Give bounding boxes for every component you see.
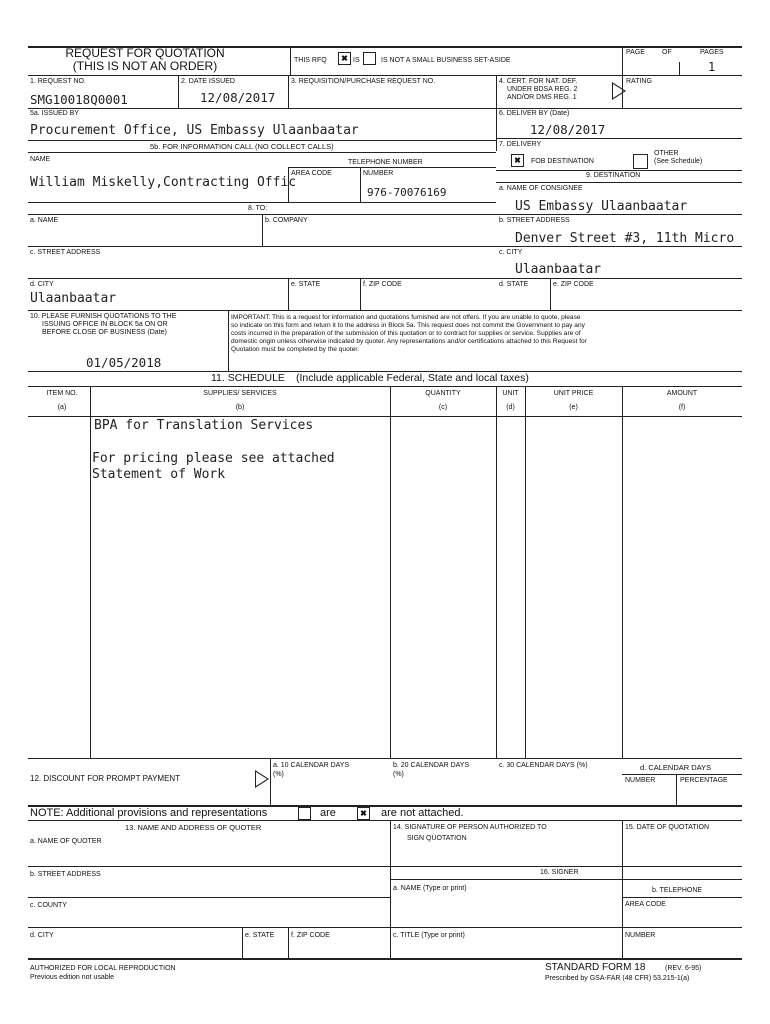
rule — [28, 866, 390, 867]
divider — [622, 75, 623, 108]
rule — [28, 386, 742, 387]
discount-label: 12. DISCOUNT FOR PROMPT PAYMENT — [30, 774, 181, 783]
dest-street-value: Denver Street #3, 11th Micro — [515, 231, 735, 246]
quote-deadline-label-2: ISSUING OFFICE IN BLOCK 5a ON OR — [42, 321, 168, 328]
divider — [178, 75, 179, 108]
rule — [622, 897, 742, 898]
signature-label-2: SIGN QUOTATION — [407, 835, 467, 842]
important-line: so indicate on this form and return it to the address in Block 5a. This request does not commit the Government to pay any — [231, 322, 585, 329]
important-line: costs incurred in the preparation of the submission of this quotation or to contract for supplies or service. Supplies are of — [231, 330, 581, 337]
note-are: are — [320, 807, 336, 819]
important-notice — [231, 314, 587, 354]
dest-street-label: b. STREET ADDRESS — [499, 217, 570, 224]
col-amount-sub: (f) — [678, 404, 686, 411]
rule — [28, 758, 742, 759]
rule — [28, 75, 742, 76]
telephone-label: TELEPHONE NUMBER — [348, 159, 423, 166]
other-checkbox[interactable] — [633, 154, 648, 169]
signer-name-label: a. NAME (Type or print) — [393, 885, 467, 892]
divider — [288, 278, 289, 310]
quote-deadline-label-1: 10. PLEASE FURNISH QUOTATIONS TO THE — [30, 313, 177, 320]
quoter-zip-label: f. ZIP CODE — [291, 932, 330, 939]
footer-previous-edition: Previous edition not usable — [30, 974, 115, 981]
schedule-line-2: For pricing please see attached — [92, 451, 335, 466]
number-label: NUMBER — [363, 170, 394, 177]
discount-days-label: d. CALENDAR DAYS — [640, 763, 712, 772]
rule — [28, 278, 742, 279]
this-rfq-label: THIS RFQ — [294, 57, 327, 64]
divider — [242, 927, 243, 958]
number-label-16: NUMBER — [625, 932, 656, 939]
form-title-line1: REQUEST FOR QUOTATION — [65, 46, 225, 60]
divider — [390, 386, 391, 758]
date-issued-value: 12/08/2017 — [200, 90, 276, 105]
pages-label: PAGES — [700, 49, 724, 56]
area-code-label-16: AREA CODE — [625, 901, 666, 908]
rule — [28, 152, 496, 153]
important-line: IMPORTANT: This is a request for information and quotations furnished are not offers. If you are unable to quote, please — [231, 314, 581, 321]
contact-name-value: William Miskelly,Contracting Offic — [30, 175, 297, 190]
to-zip-label: f. ZIP CODE — [363, 281, 402, 288]
divider — [496, 75, 497, 151]
cert-arrow-icon — [612, 82, 626, 100]
discount-10-label: a. 10 CALENDAR DAYS — [273, 762, 350, 769]
signer-label: 16. SIGNER — [540, 869, 579, 876]
to-name-label: a. NAME — [30, 217, 59, 224]
consignee-label: a. NAME OF CONSIGNEE — [499, 185, 583, 192]
name-label: NAME — [30, 156, 51, 163]
divider — [360, 278, 361, 310]
fob-destination-checkbox[interactable]: ✖ — [511, 154, 524, 167]
rule — [496, 138, 742, 139]
footer-form-name: STANDARD FORM 18 — [545, 962, 646, 973]
date-issued-label: 2. DATE ISSUED — [181, 78, 235, 85]
divider — [262, 214, 263, 246]
divider — [290, 47, 291, 75]
rule — [28, 820, 742, 821]
divider — [550, 278, 551, 310]
discount-30-label: c. 30 CALENDAR DAYS (%) — [499, 762, 588, 769]
divider — [622, 47, 623, 75]
col-quantity-sub: (c) — [438, 404, 448, 411]
dest-city-value: Ulaanbaatar — [515, 262, 602, 277]
schedule-line-3: Statement of Work — [92, 467, 226, 482]
rfq-is-checkbox[interactable]: ✖ — [338, 52, 351, 65]
col-supplies-sub: (b) — [235, 404, 245, 411]
rule — [622, 774, 742, 775]
rfq-is-not-checkbox[interactable] — [363, 52, 376, 65]
telephone-label-16: b. TELEPHONE — [652, 887, 703, 894]
requisition-label: 3. REQUISITION/PURCHASE REQUEST NO. — [291, 78, 436, 85]
rule — [28, 310, 742, 311]
cert-label-1: 4. CERT. FOR NAT. DEF. — [499, 78, 578, 85]
schedule-subtitle: (Include applicable Federal, State and local taxes) — [296, 372, 529, 384]
rule — [28, 202, 496, 203]
quoter-state-label: e. STATE — [245, 932, 275, 939]
col-unit: UNIT — [502, 390, 519, 397]
dest-state-label: d. STATE — [499, 281, 529, 288]
is-label: IS — [353, 57, 360, 64]
rule — [28, 246, 742, 247]
footer-prescribed: Prescribed by GSA-FAR (48 CFR) 53.215-1(a) — [545, 975, 690, 982]
destination-label: 9. DESTINATION — [586, 172, 641, 179]
request-no-value: SMG10018Q0001 — [30, 92, 128, 107]
discount-percentage-label: PERCENTAGE — [680, 777, 728, 784]
dest-city-label: c. CITY — [499, 249, 523, 256]
col-unit-sub: (d) — [506, 404, 515, 411]
consignee-value: US Embassy Ulaanbaatar — [515, 199, 688, 214]
divider — [390, 820, 391, 958]
col-item-no-sub: (a) — [57, 404, 67, 411]
schedule-line-1: BPA for Translation Services — [94, 418, 314, 433]
discount-20-pct: (%) — [393, 771, 404, 778]
rule — [496, 214, 742, 215]
quoter-street-label: b. STREET ADDRESS — [30, 871, 101, 878]
issued-by-label: 5a. ISSUED BY — [30, 110, 80, 117]
schedule-title: 11. SCHEDULE — [211, 372, 285, 384]
other-label: OTHER — [654, 150, 679, 157]
deliver-by-label: 6. DELIVER BY (Date) — [499, 110, 570, 117]
rule — [28, 140, 496, 141]
signer-title-label: c. TITLE (Type or print) — [393, 932, 465, 939]
divider — [525, 386, 526, 758]
to-city-value: Ulaanbaatar — [30, 291, 117, 306]
fob-destination-label: FOB DESTINATION — [531, 158, 594, 165]
divider — [622, 386, 623, 758]
rule — [28, 897, 390, 898]
rule — [28, 108, 742, 109]
col-unit-price-sub: (e) — [569, 404, 578, 411]
area-code-label: AREA CODE — [291, 170, 332, 177]
quoter-city-label: d. CITY — [30, 932, 54, 939]
quoter-name-label: a. NAME OF QUOTER — [30, 838, 102, 845]
request-no-label: 1. REQUEST NO. — [30, 78, 86, 85]
rule — [496, 170, 742, 171]
col-amount: AMOUNT — [666, 390, 698, 397]
important-line: domestic origin unless otherwise indicated by quoter. Any representations and/or certifications attached to this Request for — [231, 338, 587, 345]
discount-number-label: NUMBER — [625, 777, 656, 784]
to-company-label: b. COMPANY — [265, 217, 308, 224]
divider — [360, 167, 361, 202]
quoter-county-label: c. COUNTY — [30, 902, 67, 909]
of-label: OF — [662, 49, 672, 56]
page-label: PAGE — [626, 49, 645, 56]
to-label: 8. TO: — [248, 205, 268, 212]
note-text: NOTE: Additional provisions and representations — [30, 807, 268, 819]
divider — [90, 386, 91, 758]
discount-20-label: b. 20 CALENDAR DAYS — [393, 762, 470, 769]
pages-value: 1 — [708, 60, 716, 74]
rule — [28, 958, 742, 960]
rule — [390, 879, 742, 880]
rule — [496, 182, 742, 183]
rule — [28, 416, 742, 417]
col-supplies: SUPPLIES/ SERVICES — [203, 390, 277, 397]
footer-rev: (REV. 6-95) — [665, 965, 702, 972]
divider — [676, 774, 677, 805]
important-line: Quotation must be completed by the quoter. — [231, 346, 359, 353]
col-quantity: QUANTITY — [425, 390, 461, 397]
form-title — [30, 47, 260, 73]
divider — [288, 75, 289, 108]
dest-zip-label: e. ZIP CODE — [553, 281, 594, 288]
other-see-schedule: (See Schedule) — [654, 158, 703, 165]
rule — [28, 927, 742, 928]
divider — [679, 62, 680, 75]
phone-number-value: 976-70076169 — [367, 186, 447, 199]
cert-label-3: AND/OR DMS REG. 1 — [507, 94, 577, 101]
date-quotation-label: 15. DATE OF QUOTATION — [625, 824, 710, 831]
quote-deadline-label-3: BEFORE CLOSE OF BUSINESS (Date) — [42, 329, 167, 336]
issued-by-value: Procurement Office, US Embassy Ulaanbaatar — [30, 123, 359, 138]
col-item-no: ITEM NO. — [46, 390, 78, 397]
signature-label-1: 14. SIGNATURE OF PERSON AUTHORIZED TO — [393, 824, 547, 831]
provisions-are-checkbox[interactable] — [298, 807, 311, 820]
discount-10-pct: (%) — [273, 771, 284, 778]
rating-label: RATING — [626, 78, 652, 85]
divider — [496, 386, 497, 758]
divider — [228, 310, 229, 371]
footer-reproduction: AUTHORIZED FOR LOCAL REPRODUCTION — [30, 965, 176, 972]
cert-label-2: UNDER BDSA REG. 2 — [507, 86, 578, 93]
divider — [622, 820, 623, 958]
to-state-label: e. STATE — [291, 281, 321, 288]
note-are-not: are not attached. — [381, 807, 464, 819]
to-city-label: d. CITY — [30, 281, 54, 288]
delivery-label: 7. DELIVERY — [499, 141, 542, 148]
info-call-label: 5b. FOR INFORMATION CALL (NO COLLECT CALLS) — [150, 142, 334, 151]
quoter-title: 13. NAME AND ADDRESS OF QUOTER — [125, 823, 262, 832]
rule — [390, 866, 742, 867]
form-title-line2: (THIS IS NOT AN ORDER) — [72, 59, 218, 73]
provisions-are-not-checkbox[interactable]: ✖ — [357, 807, 370, 820]
quote-deadline-value: 01/05/2018 — [86, 355, 162, 370]
discount-arrow-icon — [255, 770, 269, 788]
divider — [270, 758, 271, 805]
setaside-label: IS NOT A SMALL BUSINESS SET-ASIDE — [381, 57, 511, 64]
col-unit-price: UNIT PRICE — [553, 390, 594, 397]
rule — [288, 167, 496, 168]
deliver-by-value: 12/08/2017 — [530, 122, 606, 137]
divider — [288, 927, 289, 958]
to-street-label: c. STREET ADDRESS — [30, 249, 101, 256]
